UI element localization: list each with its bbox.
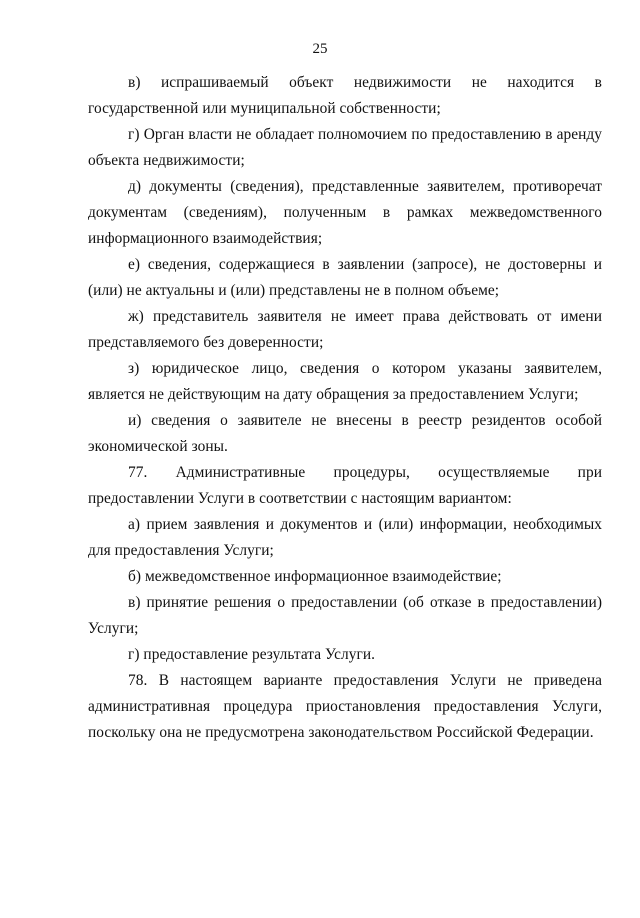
paragraph-77-b: б) межведомственное информационное взаимодействие; [128, 568, 502, 585]
paragraph-78: 78. В настоящем варианте предоставления Услуги не приведена административная процедура приостановления предоставления Услуги, поскольку она не предусмотрена законодательством Российской Федерации. [88, 672, 602, 741]
paragraph-zh: ж) представитель заявителя не имеет права действовать от имени представляемого без доверенности; [88, 308, 602, 351]
paragraph-77: 77. Административные процедуры, осуществляемые при предоставлении Услуги в соответствии с настоящим вариантом: [88, 464, 602, 507]
paragraph-d: д) документы (сведения), представленные заявителем, противоречат документам (сведениям), полученным в рамках межведомственного информационного взаимодействия; [88, 178, 602, 247]
paragraph-g: г) Орган власти не обладает полномочием по предоставлению в аренду объекта недвижимости; [88, 126, 602, 169]
paragraph-e: е) сведения, содержащиеся в заявлении (запросе), не достоверны и (или) не актуальны и (или) представлены не в полном объеме; [88, 256, 602, 299]
paragraph-v: в) испрашиваемый объект недвижимости не находится в государственной или муниципальной собственности; [88, 74, 602, 117]
paragraph-i: и) сведения о заявителе не внесены в реестр резидентов особой экономической зоны. [88, 412, 602, 455]
paragraph-77-v: в) принятие решения о предоставлении (об отказе в предоставлении) Услуги; [88, 594, 602, 637]
paragraph-77-a: а) прием заявления и документов и (или) информации, необходимых для предоставления Услуги; [88, 516, 602, 559]
paragraph-z: з) юридическое лицо, сведения о котором указаны заявителем, является не действующим на дату обращения за предоставлением Услуги; [88, 360, 602, 403]
page-number: 25 [312, 41, 328, 57]
document-body [88, 70, 602, 746]
paragraph-77-g: г) предоставление результата Услуги. [128, 646, 376, 663]
